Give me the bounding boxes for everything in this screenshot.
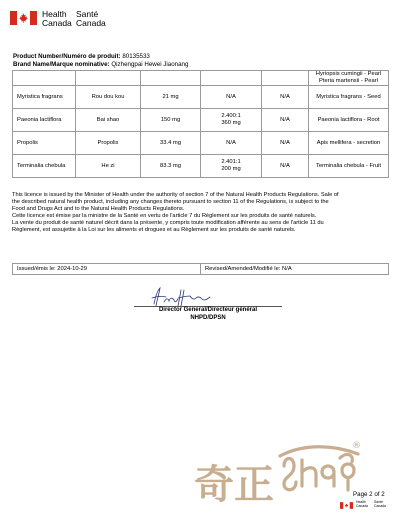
ingredient-cell	[76, 71, 141, 86]
brand-name-line	[13, 61, 188, 69]
dept-name-en	[42, 10, 72, 28]
logo-chinese-text: 奇正	[194, 462, 274, 506]
page-number: Page 2 of 2	[353, 491, 385, 498]
issued-label: Issued/émis le:	[17, 266, 56, 272]
ingredient-row	[13, 71, 389, 86]
brand-name-label: Brand Name/Marque nominative:	[13, 61, 110, 68]
ingredient-cell: N/A	[201, 86, 262, 109]
ingredient-cell: Rou dou kou	[76, 86, 141, 109]
revised-cell	[201, 264, 389, 275]
dept-fr-line1: Santé	[76, 9, 99, 19]
ingredient-cell: N/A	[201, 132, 262, 155]
ingredient-cell: Myristica fragrans	[13, 86, 76, 109]
footer-en-line1: Health	[356, 500, 366, 504]
footer-dept-fr	[374, 501, 386, 509]
ingredient-cell	[141, 71, 201, 86]
ingredient-cell: Terminalia chebula - Fruit	[309, 155, 389, 178]
ingredient-cell: 21 mg	[141, 86, 201, 109]
dept-en-line2: Canada	[42, 18, 72, 28]
ingredient-cell: 33.4 mg	[141, 132, 201, 155]
licence-line: Règlement, est assujettie à la Loi sur les aliments et drogues et au Règlement sur les produits de santé naturels.	[12, 227, 296, 234]
product-number-value: 80135533	[122, 53, 150, 60]
product-number-label: Product Number/Numéro de produit:	[13, 53, 121, 60]
ingredient-cell: Paeonia lactiflora - Root	[309, 109, 389, 132]
ingredient-cell	[262, 71, 309, 86]
ingredient-cell: Propolis	[76, 132, 141, 155]
footer-fr-line1: Santé	[374, 500, 383, 504]
issued-table	[12, 263, 389, 275]
ingredient-cell: 83.3 mg	[141, 155, 201, 178]
licence-line: La vente du produit de santé naturel décrit dans la présente, y compris toute modification afférente au sens de l'article 11 du	[12, 220, 324, 227]
ingredient-cell	[201, 71, 262, 86]
ingredient-cell: Apis mellifera - secretion	[309, 132, 389, 155]
footer-dept-en	[356, 501, 368, 509]
ingredient-cell: Propolis	[13, 132, 76, 155]
dept-fr-line2: Canada	[76, 18, 106, 28]
signatory-title: Director General/Directeur général	[158, 307, 258, 313]
ingredient-row	[13, 132, 389, 155]
brand-name-value: Qizhengpai Hewei Jiaonang	[111, 61, 189, 68]
product-number-line	[13, 53, 150, 61]
ingredient-cell: Bai shao	[76, 109, 141, 132]
licence-line: Cette licence est émise par la ministre de la Santé en vertu de l'article 7 du Règlement sur les produits de santé naturels.	[12, 213, 317, 220]
dept-en-line1: Health	[42, 9, 67, 19]
revised-label: Revised/Amended/Modifié le:	[205, 266, 281, 272]
ingredient-cell: Paeonia lactiflora	[13, 109, 76, 132]
ingredient-cell: N/A	[262, 132, 309, 155]
ingredient-cell	[13, 71, 76, 86]
issued-cell	[13, 264, 201, 275]
company-logo-watermark	[192, 436, 364, 506]
licence-line: Food and Drugs Act and to the Natural Health Products Regulations.	[12, 206, 185, 213]
licence-line: the described natural health product, including any changes thereto pursuant to section 11 of the Regulations, is subject to the	[12, 199, 329, 206]
ingredient-cell: He zi	[76, 155, 141, 178]
ingredient-cell: Hyriopsis cumingii - Pearl Pteria martensii - Pearl	[309, 71, 389, 86]
footer-en-line2: Canada	[356, 503, 368, 508]
signatory-unit: NHPD/DPSN	[190, 314, 226, 321]
ingredient-row	[13, 86, 389, 109]
ingredient-cell: Terminalia chebula	[13, 155, 76, 178]
ingredient-cell: Myristica fragrans - Seed	[309, 86, 389, 109]
ingredient-row	[13, 155, 389, 178]
ingredient-cell: N/A	[262, 109, 309, 132]
footer-fr-line2: Canada	[374, 503, 386, 508]
dept-name-fr	[76, 10, 106, 28]
ingredient-row	[13, 109, 389, 132]
ingredients-table	[12, 70, 389, 178]
canada-flag-icon	[10, 11, 37, 25]
registered-mark: ®	[352, 441, 361, 451]
licence-statement	[12, 192, 390, 235]
signatory-block	[130, 307, 286, 322]
issued-date: 2024-10-29	[57, 266, 87, 272]
canada-flag-small-icon	[340, 502, 353, 509]
ingredient-cell: 2.400:1 360 mg	[201, 109, 262, 132]
header	[10, 9, 210, 29]
ingredient-cell: N/A	[262, 155, 309, 178]
ingredient-cell: 2.401:1 200 mg	[201, 155, 262, 178]
revised-value: N/A	[282, 266, 292, 272]
licence-line: This licence is issued by the Minister of Health under the authority of section 7 of the Natural Health Products Regulations. Sale of	[12, 192, 339, 198]
ingredient-cell: 150 mg	[141, 109, 201, 132]
ingredient-cell: N/A	[262, 86, 309, 109]
